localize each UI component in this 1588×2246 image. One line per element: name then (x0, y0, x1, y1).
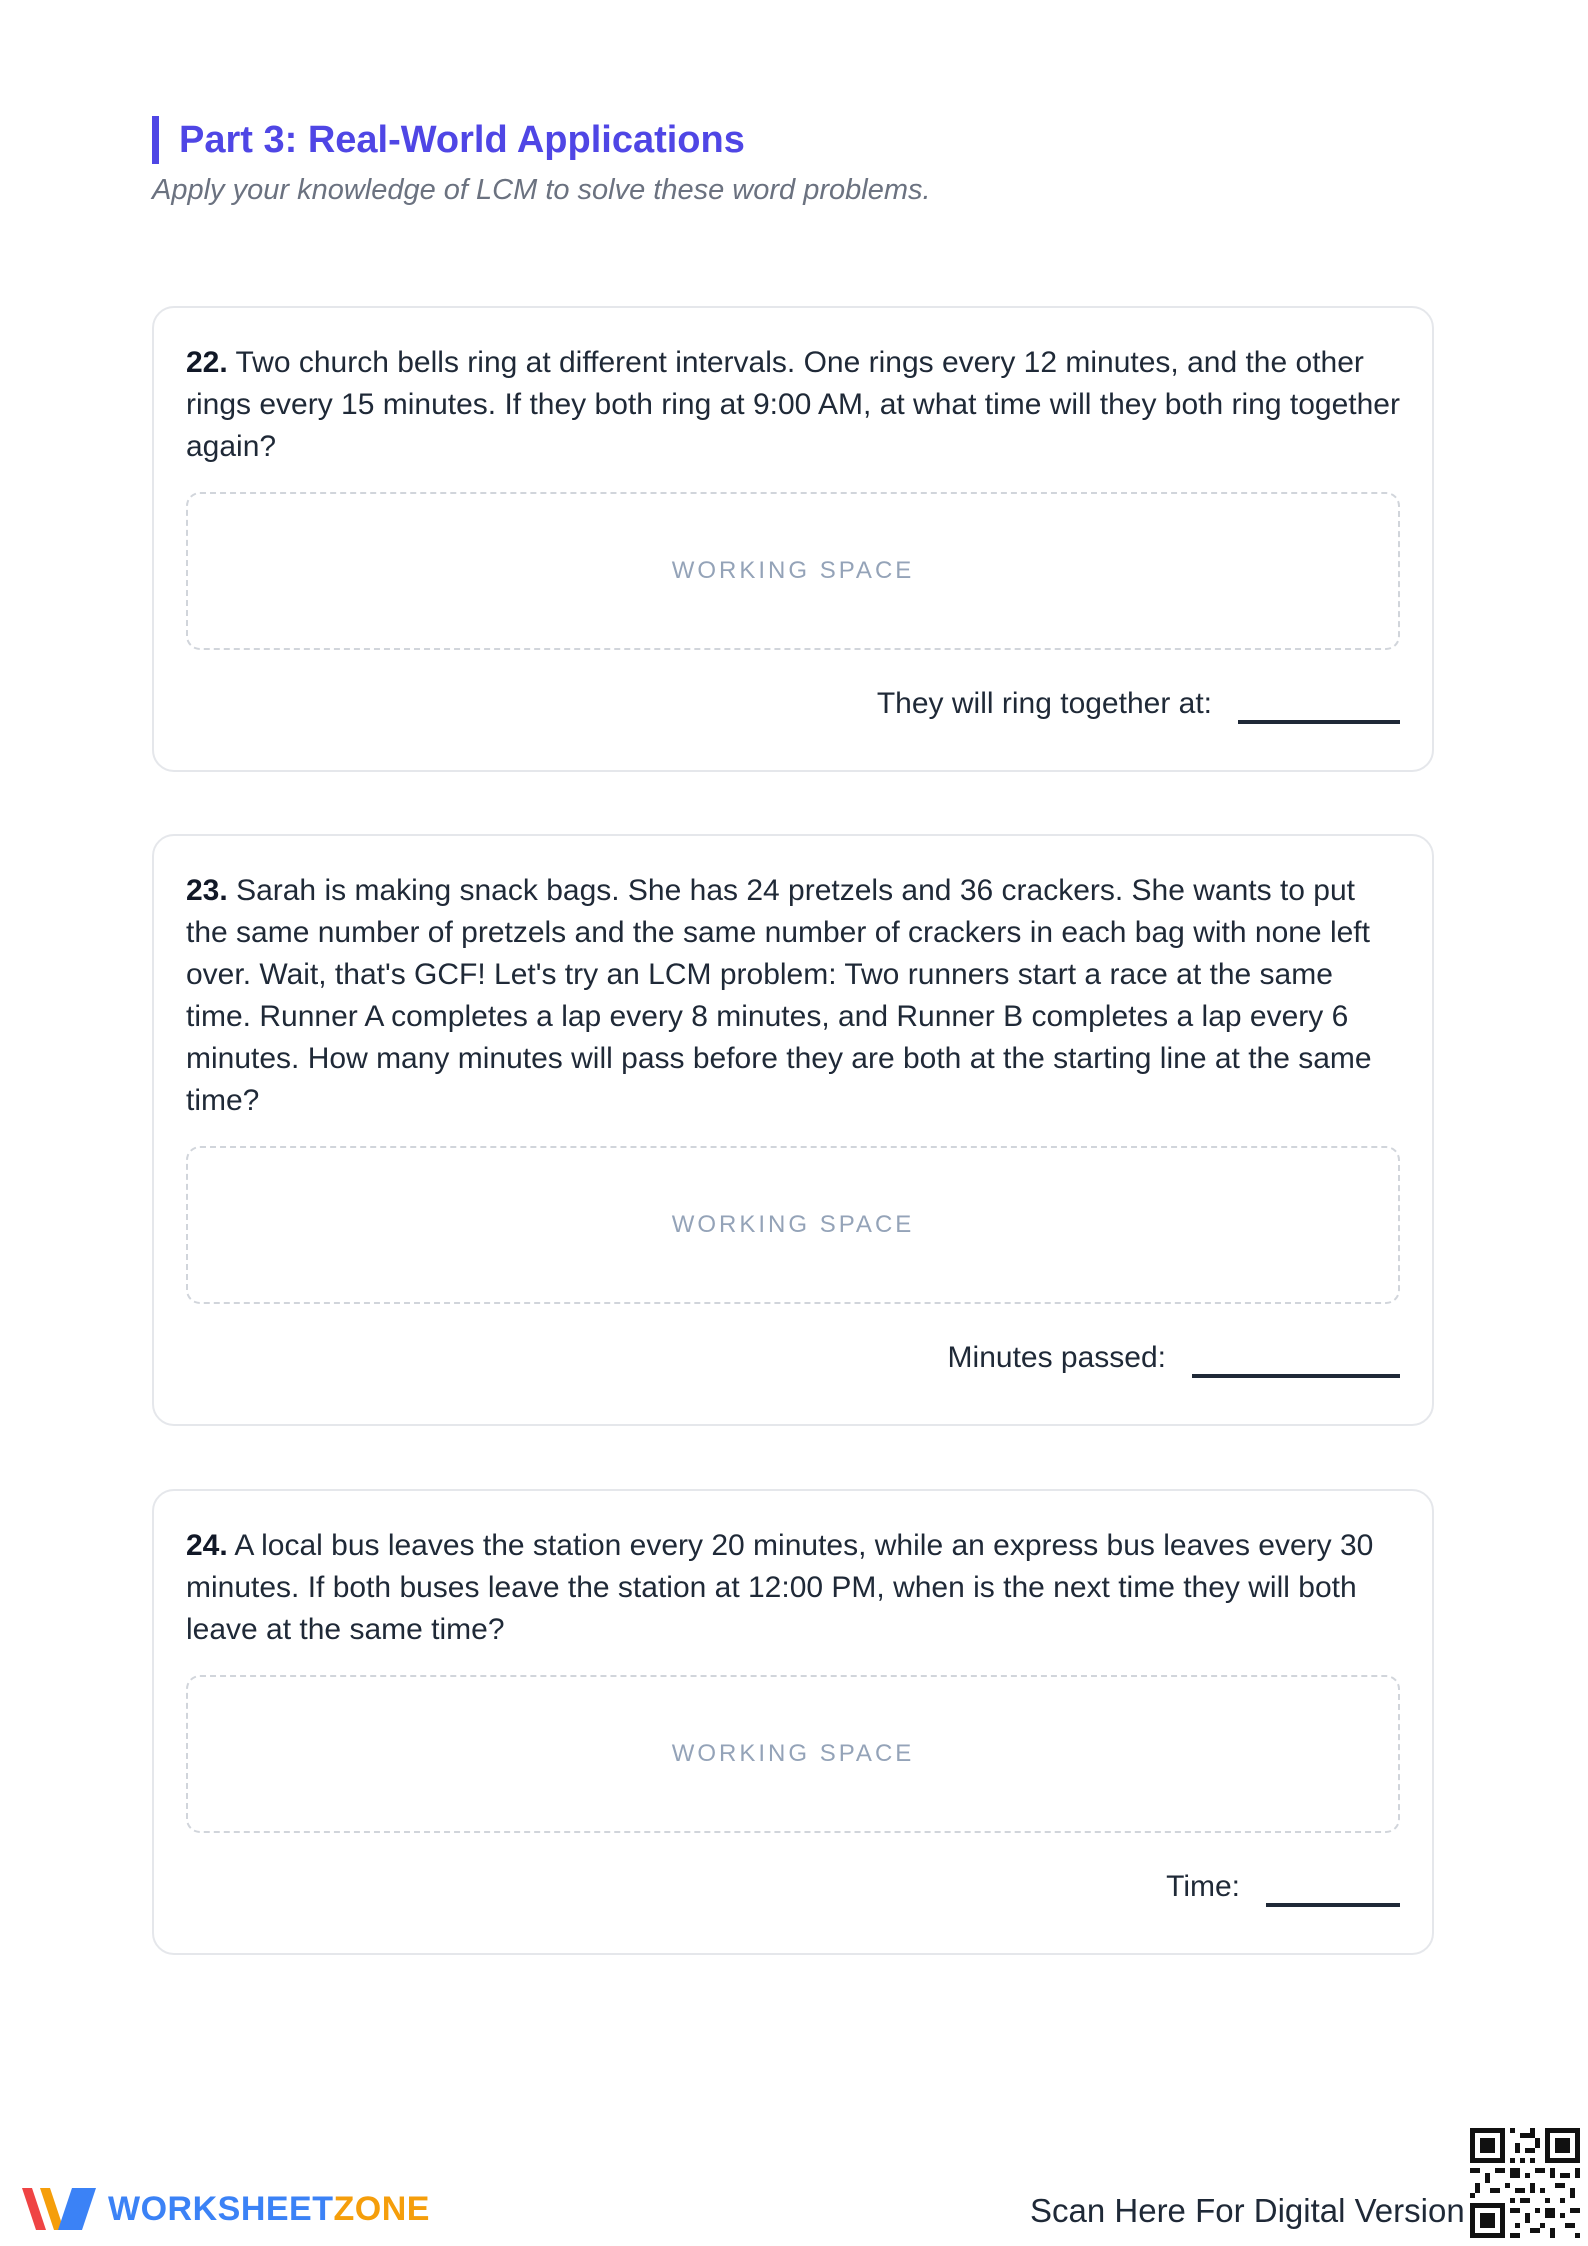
worksheetzone-logo-icon (18, 2180, 98, 2238)
working-space[interactable] (186, 1675, 1400, 1833)
answer-blank[interactable] (1192, 1334, 1400, 1378)
question-body: Two church bells ring at different intervals. One rings every 12 minutes, and the other rings every 15 minutes. If they both ring at 9:00 AM, at what time will they both ring together again? (186, 346, 1400, 463)
question-card-23 (152, 834, 1434, 1426)
section-header (152, 116, 745, 164)
question-card-24 (152, 1489, 1434, 1955)
working-space-label: WORKING SPACE (671, 557, 915, 584)
answer-blank[interactable] (1238, 680, 1400, 724)
question-number: 24. (186, 1529, 228, 1562)
answer-label: Time: (1166, 1870, 1240, 1903)
scan-text: Scan Here For Digital Version (1030, 2192, 1465, 2229)
working-space-label: WORKING SPACE (671, 1211, 915, 1238)
question-text (186, 870, 1400, 1122)
answer-row (186, 1863, 1400, 1907)
logo-text-worksheet: WORKSHEET (108, 2189, 334, 2228)
section-title: Part 3: Real-World Applications (179, 119, 745, 161)
logo-text (108, 2190, 430, 2229)
qr-code-icon[interactable] (1470, 2128, 1580, 2238)
question-number: 23. (186, 874, 228, 907)
answer-row (186, 1334, 1400, 1378)
question-text (186, 1525, 1400, 1651)
question-text (186, 342, 1400, 468)
working-space[interactable] (186, 492, 1400, 650)
question-card-22 (152, 306, 1434, 772)
working-space[interactable] (186, 1146, 1400, 1304)
answer-label: Minutes passed: (947, 1341, 1166, 1374)
question-body: A local bus leaves the station every 20 minutes, while an express bus leaves every 30 minutes. If both buses leave the station at 12:00 PM, when is the next time they will both leave at the same time? (186, 1529, 1374, 1646)
working-space-label: WORKING SPACE (671, 1740, 915, 1767)
answer-label: They will ring together at: (876, 687, 1212, 720)
question-body: Sarah is making snack bags. She has 24 pretzels and 36 crackers. She wants to put the same number of pretzels and the same number of crackers in each bag with none left over. Wait, that's GCF! Let's try an LCM problem: Two runners start a race at the same time. Runner A completes a lap every 8 minutes, and Runner B completes a lap every 6 minutes. How many minutes will pass before they are both at the starting line at the same time? (186, 874, 1372, 1117)
answer-blank[interactable] (1266, 1863, 1400, 1907)
logo-text-zone: ZONE (333, 2189, 430, 2228)
worksheetzone-logo[interactable] (18, 2180, 430, 2238)
section-subtitle: Apply your knowledge of LCM to solve these word problems. (152, 174, 931, 206)
question-number: 22. (186, 346, 228, 379)
answer-row (186, 680, 1400, 724)
